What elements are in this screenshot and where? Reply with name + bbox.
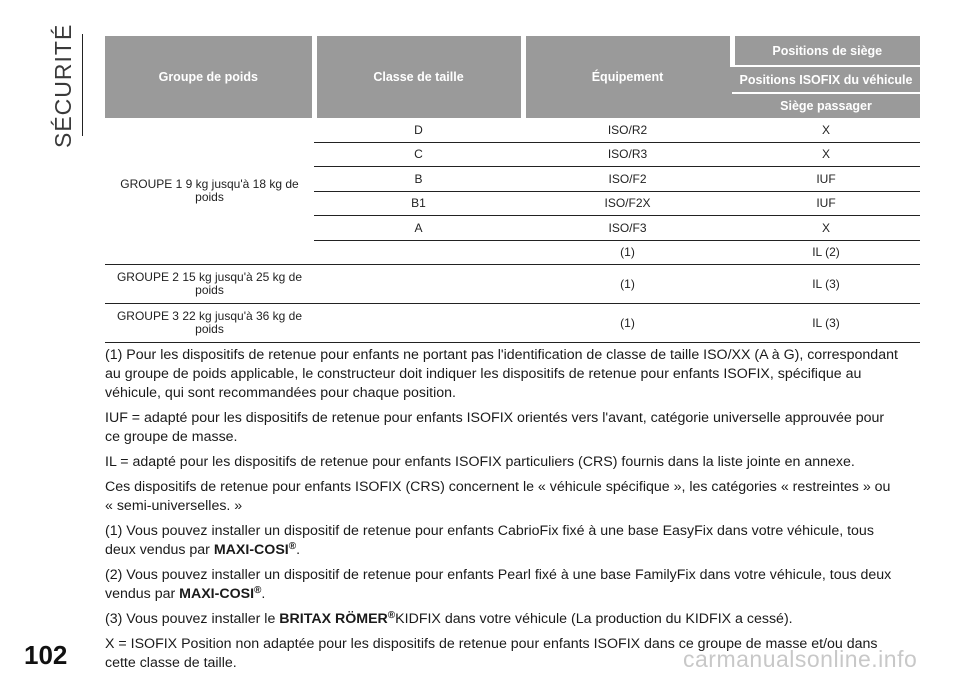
page-number: 102 bbox=[24, 640, 68, 670]
passenger-cell: IL (3) bbox=[732, 265, 920, 304]
note-x: X = ISOFIX Position non adaptée pour les dispositifs de retenue pour enfants ISOFIX dans ce groupe de masse et/ou dans cette classe de taille. bbox=[105, 636, 878, 671]
note-1b-text: (1) Vous pouvez installer un dispositif de retenue pour enfants CabrioFix fixé à une base EasyFix dans votre véhicule, tous deux vendus par bbox=[105, 523, 874, 558]
brand-maxi-cosi: MAXI-COSI bbox=[213, 542, 289, 558]
equipment-cell: ISO/F2 bbox=[523, 167, 732, 192]
passenger-cell: X bbox=[732, 118, 920, 142]
section-title bbox=[46, 23, 86, 150]
table-row bbox=[105, 118, 920, 142]
note-2 bbox=[105, 566, 900, 604]
note-2-end: . bbox=[261, 586, 266, 602]
header-equipment: Équipement bbox=[523, 36, 732, 118]
size-class-cell: D bbox=[314, 118, 523, 142]
size-class-cell: C bbox=[314, 142, 523, 167]
registered-mark: ® bbox=[387, 610, 396, 621]
header-isofix-positions: Positions ISOFIX du véhicule bbox=[732, 66, 920, 92]
passenger-cell: X bbox=[732, 142, 920, 167]
table-row bbox=[105, 265, 920, 304]
size-class-cell bbox=[314, 265, 523, 304]
equipment-cell: ISO/F2X bbox=[523, 191, 732, 216]
passenger-cell: IUF bbox=[732, 191, 920, 216]
note-iuf: IUF = adapté pour les dispositifs de retenue pour enfants ISOFIX orientés vers l'avant, catégorie universelle approuvée pour ce groupe de masse. bbox=[105, 410, 885, 445]
note-3 bbox=[105, 610, 900, 629]
equipment-cell: ISO/R2 bbox=[523, 118, 732, 142]
passenger-cell: IL (2) bbox=[732, 240, 920, 265]
brand-britax-romer: BRITAX RÖMER bbox=[279, 611, 388, 627]
section-divider bbox=[82, 34, 83, 136]
header-group: Groupe de poids bbox=[105, 36, 314, 118]
section-title-text: SÉCURITÉ bbox=[50, 23, 76, 148]
table-row bbox=[105, 304, 920, 343]
equipment-cell: (1) bbox=[523, 240, 732, 265]
passenger-cell: X bbox=[732, 216, 920, 241]
registered-mark: ® bbox=[288, 541, 297, 552]
note-3-text: (3) Vous pouvez installer le bbox=[105, 611, 280, 627]
size-class-cell: B bbox=[314, 167, 523, 192]
size-class-cell: A bbox=[314, 216, 523, 241]
note-3-suffix: KIDFIX dans votre véhicule (La production du KIDFIX a cessé). bbox=[395, 611, 793, 627]
isofix-table bbox=[105, 36, 920, 343]
passenger-cell: IUF bbox=[732, 167, 920, 192]
equipment-cell: ISO/F3 bbox=[523, 216, 732, 241]
note-il: IL = adapté pour les dispositifs de retenue pour enfants ISOFIX particuliers (CRS) fournis dans la liste jointe en annexe. bbox=[105, 454, 855, 470]
size-class-cell bbox=[314, 304, 523, 343]
note-2-text: (2) Vous pouvez installer un dispositif de retenue pour enfants Pearl fixé à une base FamilyFix dans votre véhicule, tous deux vendus par bbox=[105, 567, 892, 602]
note-crs: Ces dispositifs de retenue pour enfants ISOFIX (CRS) concernent le « véhicule spécifique », les catégories « restreintes » ou « semi-universelles. » bbox=[105, 479, 891, 514]
note-1: (1) Pour les dispositifs de retenue pour enfants ne portant pas l'identification de classe de taille ISO/XX (A à G), correspondant au groupe de poids applicable, le constructeur doit indiquer les dispositifs de retenue pour enfants ISOFIX, spécifique au véhicule, qui sont recommandées pour chaque position. bbox=[105, 347, 898, 401]
group-label: GROUPE 3 22 kg jusqu'à 36 kg de poids bbox=[105, 304, 314, 343]
passenger-cell: IL (3) bbox=[732, 304, 920, 343]
note-1b bbox=[105, 522, 900, 560]
brand-maxi-cosi: MAXI-COSI bbox=[179, 586, 255, 602]
watermark: carmanualsonline.info bbox=[683, 646, 918, 672]
note-1b-end: . bbox=[296, 542, 301, 558]
equipment-cell: (1) bbox=[523, 265, 732, 304]
header-seat-positions: Positions de siège bbox=[732, 36, 920, 66]
equipment-cell: (1) bbox=[523, 304, 732, 343]
group-label: GROUPE 2 15 kg jusqu'à 25 kg de poids bbox=[105, 265, 314, 304]
footnotes bbox=[105, 346, 900, 679]
size-class-cell bbox=[314, 240, 523, 265]
group-label: GROUPE 1 9 kg jusqu'à 18 kg de poids bbox=[105, 118, 314, 265]
size-class-cell: B1 bbox=[314, 191, 523, 216]
header-size-class: Classe de taille bbox=[314, 36, 523, 118]
header-passenger-seat: Siège passager bbox=[732, 93, 920, 118]
registered-mark: ® bbox=[254, 585, 262, 596]
equipment-cell: ISO/R3 bbox=[523, 142, 732, 167]
